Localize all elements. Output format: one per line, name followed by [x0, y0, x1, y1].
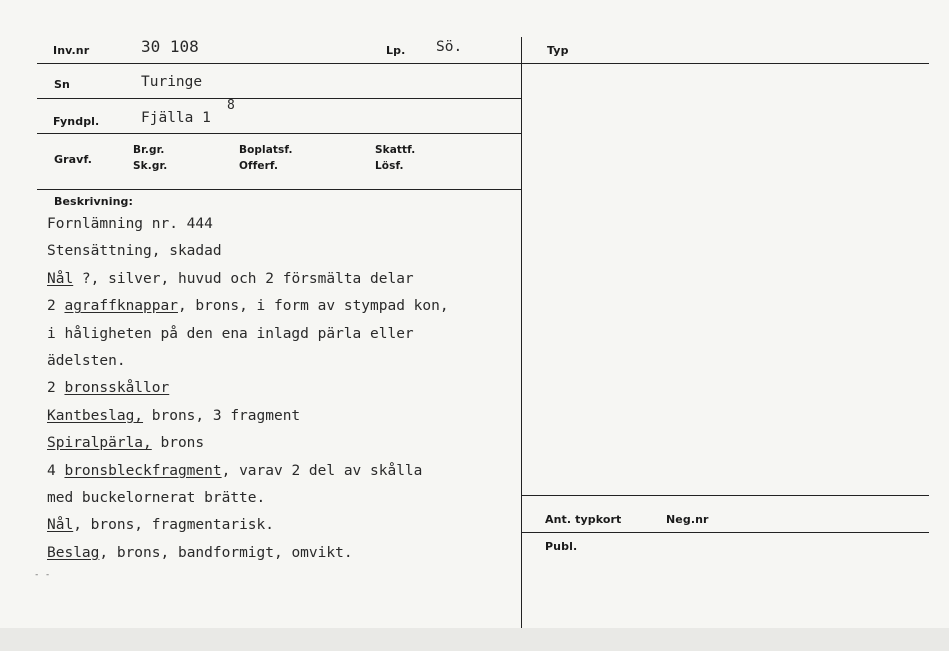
description-line: [47, 545, 353, 561]
description-term: Spiralpärla,: [47, 435, 152, 452]
rule-publ: [522, 532, 929, 533]
beskrivning-label: Beskrivning:: [54, 195, 133, 208]
lp-value: Sö.: [436, 39, 463, 55]
description-line: [47, 353, 126, 369]
description-term: Kantbeslag,: [47, 407, 144, 424]
sk-gr-label: Sk.gr.: [133, 160, 168, 172]
description-line: [47, 463, 422, 479]
description-line: [47, 490, 265, 506]
description-text: brons: [151, 435, 205, 452]
description-text: , varav 2 del av skålla: [221, 462, 423, 479]
description-term: bronsskållor: [64, 380, 170, 397]
description-prefix: 4: [47, 462, 65, 479]
lp-label: Lp.: [386, 44, 406, 57]
ant-typkort-label: Ant. typkort: [545, 513, 622, 526]
margin-marks: - -: [34, 570, 51, 580]
column-divider: [521, 37, 522, 628]
description-line: [47, 243, 222, 259]
description-line: [47, 298, 449, 314]
br-gr-label: Br.gr.: [133, 144, 165, 156]
boplatsf-label: Boplatsf.: [239, 144, 293, 156]
description-text: , brons, fragmentarisk.: [73, 517, 274, 534]
description-term: Nål: [47, 517, 74, 534]
description-prefix: 2: [47, 380, 65, 397]
description-line: [47, 271, 414, 287]
sn-label: Sn: [54, 78, 70, 91]
rule-sn: [37, 98, 521, 99]
description-text: Stensättning, skadad: [47, 243, 222, 260]
description-prefix: 2: [47, 298, 65, 315]
gravf-label: Gravf.: [54, 153, 93, 166]
inv-nr-value: 30 108: [141, 37, 199, 56]
description-term: bronsbleckfragment: [64, 462, 222, 479]
inv-nr-label: Inv.nr: [53, 44, 90, 57]
description-text: ?, silver, huvud och 2 försmälta delar: [73, 270, 414, 287]
description-term: Beslag: [47, 544, 100, 561]
description-text: i håligheten på den ena inlagd pärla eller: [47, 325, 414, 342]
description-text: Fornlämning nr. 444: [47, 216, 213, 232]
description-text: brons, 3 fragment: [143, 407, 301, 424]
sn-value: Turinge: [141, 74, 203, 90]
typ-label: Typ: [547, 44, 569, 57]
description-text: med buckelornerat brätte.: [47, 490, 266, 506]
description-line: [47, 216, 213, 232]
description-line: [47, 380, 169, 396]
rule-ant-typkort: [522, 495, 929, 496]
description-line: [47, 435, 204, 451]
card-bottom-edge: [0, 628, 949, 651]
description-term: agraffknappar: [64, 298, 178, 315]
rule-typ: [522, 63, 929, 64]
fyndpl-value: Fjälla 1: [141, 110, 211, 126]
description-line: [47, 326, 414, 342]
description-text: , brons, bandformigt, omvikt.: [99, 544, 353, 561]
skattf-label: Skattf.: [375, 144, 416, 156]
description-text: , brons, i form av stympad kon,: [177, 298, 449, 315]
description-text: ädelsten.: [47, 353, 126, 369]
offerf-label: Offerf.: [239, 160, 279, 172]
rule-inv: [37, 63, 521, 64]
publ-label: Publ.: [545, 540, 578, 553]
losf-label: Lösf.: [375, 160, 404, 172]
rule-fyndpl: [37, 133, 521, 134]
description-line: [47, 517, 274, 533]
description-term: Nål: [47, 270, 74, 287]
fyndpl-superscript: 8: [227, 98, 235, 113]
rule-gravf: [37, 189, 521, 190]
description-line: [47, 408, 300, 424]
neg-nr-label: Neg.nr: [666, 513, 709, 526]
fyndpl-label: Fyndpl.: [53, 115, 100, 128]
